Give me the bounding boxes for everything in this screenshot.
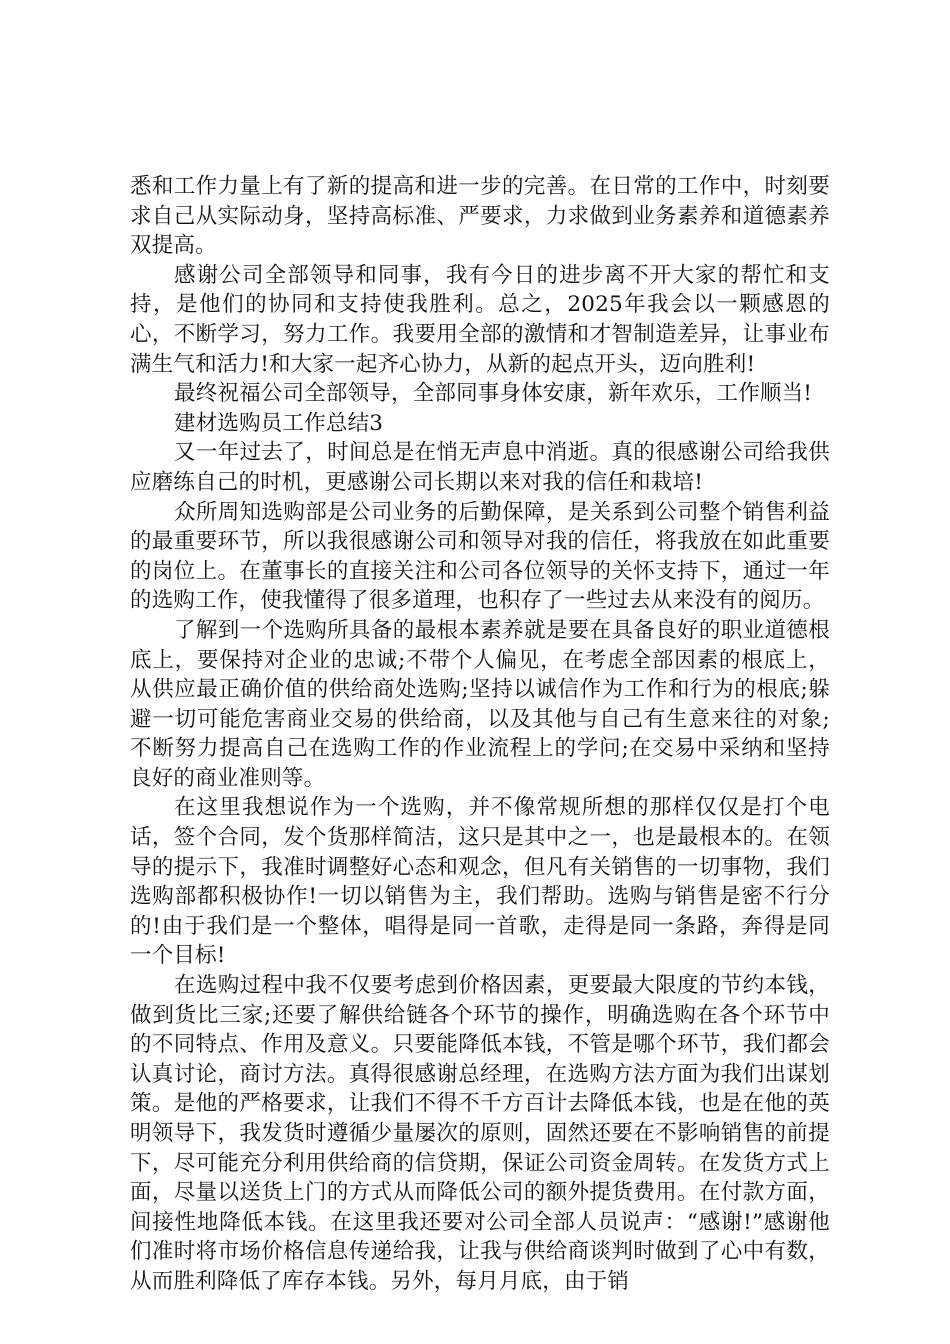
paragraph-thanks: 感谢公司全部领导和同事，我有今日的进步离不开大家的帮忙和支持，是他们的协同和支持使我胜利。总之，2025年我会以一颗感恩的心，不断学习，努力工作。我要用全部的激情和才智制造差异，让事业布满生气和活力!和大家一起齐心协力，从新的起点开头，迈向胜利! <box>130 262 830 377</box>
section-title: 建材选购员工作总结3 <box>174 410 384 436</box>
document-page <box>130 172 830 1297</box>
lead-paragraph: 悉和工作力量上有了新的提高和进一步的完善。在日常的工作中，时刻要求自己从实际动身，坚持高标准、严要求，力求做到业务素养和道德素养双提高。 <box>130 174 830 259</box>
paragraph: 又一年过去了，时间总是在悄无声息中消逝。真的很感谢公司给我供应磨练自己的时机，更感谢公司长期以来对我的信任和栽培! <box>130 440 830 495</box>
paragraph: 了解到一个选购所具备的最根本素养就是要在具备良好的职业道德根底上，要保持对企业的忠诚;不带个人偏见，在考虑全部因素的根底上，从供应最正确价值的供给商处选购;坚持以诚信作为工作和行为的根底;躲避一切可能危害商业交易的供给商，以及其他与自己有生意来往的对象;不断努力提高自己在选购工作的作业流程上的学问;在交易中采纳和坚持良好的商业准则等。 <box>130 617 830 791</box>
paragraph: 众所周知选购部是公司业务的后勤保障，是关系到公司整个销售利益的最重要环节，所以我很感谢公司和领导对我的信任，将我放在如此重要的岗位上。在董事长的直接关注和公司各位领导的关怀支持下，通过一年的选购工作，使我懂得了很多道理，也积存了一些过去从来没有的阅历。 <box>130 499 830 614</box>
paragraph: 在选购过程中我不仅要考虑到价格因素，更要最大限度的节约本钱，做到货比三家;还要了解供给链各个环节的操作，明确选购在各个环节中的不同特点、作用及意义。只要能降低本钱，不管是哪个环节，我们都会认真讨论，商讨方法。真得很感谢总经理，在选购方法方面为我们出谋划策。是他的严格要求，让我们不得不千方百计去降低本钱，也是在他的英明领导下，我发货时遵循少量屡次的原则，固然还要在不影响销售的前提下，尽可能充分利用供给商的信贷期，保证公司资金周转。在发货方式上面，尽量以送货上门的方式从而降低公司的额外提货费用。在付款方面，间接性地降低本钱。在这里我还要对公司全部人员说声：“感谢!”感谢他们准时将市场价格信息传递给我，让我与供给商谈判时做到了心中有数，从而胜利降低了库存本钱。另外，每月月底，由于销 <box>130 973 830 1294</box>
paragraph-blessing: 最终祝福公司全部领导，全部同事身体安康，新年欢乐，工作顺当! <box>174 381 813 407</box>
paragraph: 在这里我想说作为一个选购，并不像常规所想的那样仅仅是打个电话，签个合同，发个货那样简洁，这只是其中之一，也是最根本的。在领导的提示下，我准时调整好心态和观念，但凡有关销售的一切事物，我们选购部都积极协作!一切以销售为主，我们帮助。选购与销售是密不行分的!由于我们是一个整体，唱得是同一首歌，走得是同一条路，奔得是同一个目标! <box>130 795 830 969</box>
